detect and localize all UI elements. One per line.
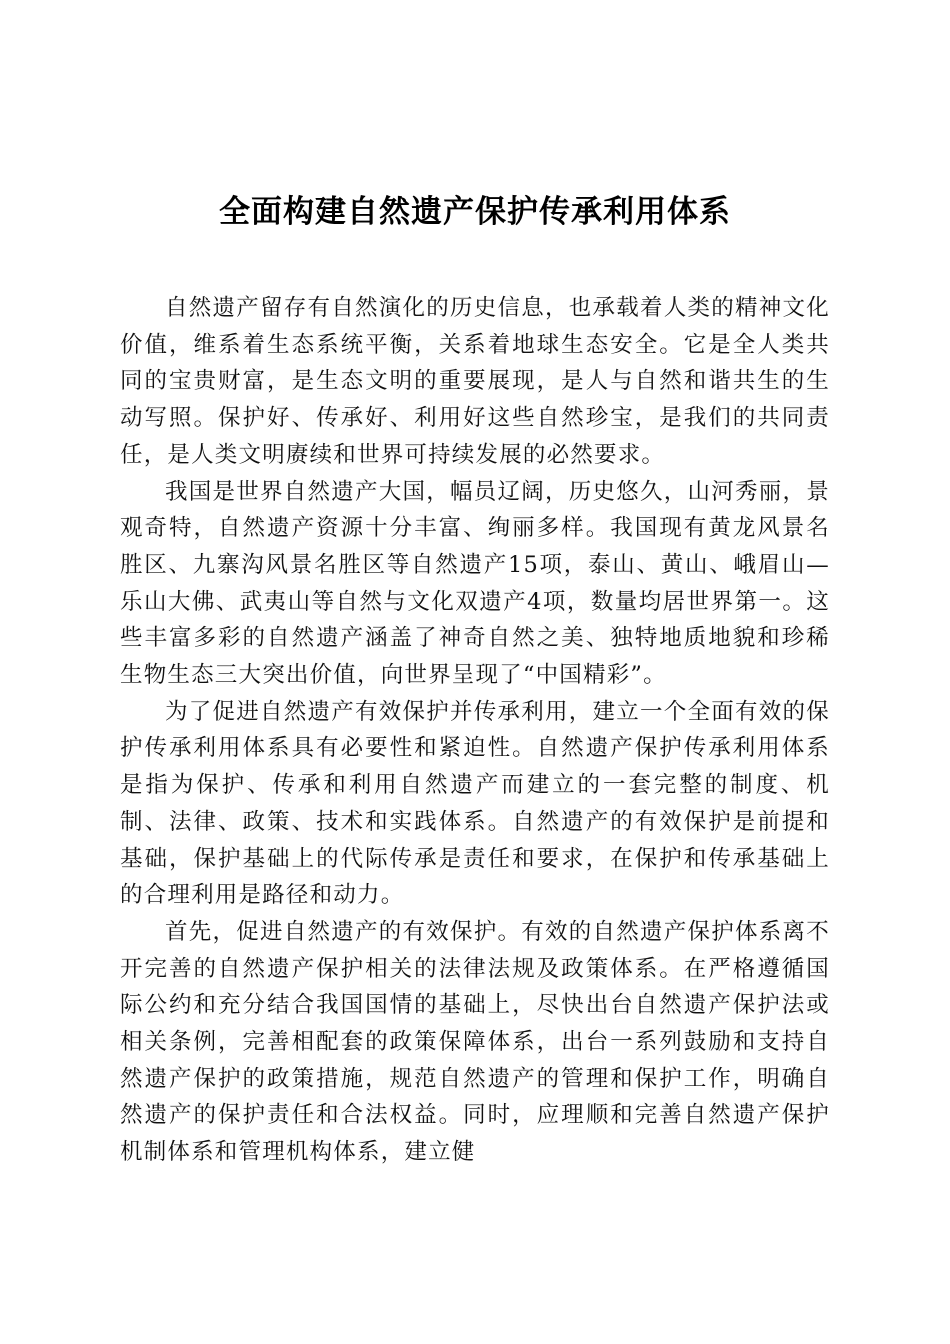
paragraph-china-heritage: 我国是世界自然遗产大国，幅员辽阔，历史悠久，山河秀丽，景观奇特，自然遗产资源十分丰富、绚丽多样。我国现有黄龙风景名胜区、九寨沟风景名胜区等自然遗产15项，泰山、黄山、峨眉山—乐山大佛、武夷山等自然与文化双遗产4项，数量均居世界第一。这些丰富多彩的自然遗产涵盖了神奇自然之美、独特地质地貌和珍稀生物生态三大突出价值，向世界呈现了“中国精彩”。 xyxy=(120,478,830,689)
paragraph-intro: 自然遗产留存有自然演化的历史信息，也承载着人类的精神文化价值，维系着生态系统平衡，关系着地球生态安全。它是全人类共同的宝贵财富，是生态文明的重要展现，是人与自然和谐共生的生动写照。保护好、传承好、利用好这些自然珍宝，是我们的共同责任，是人类文明赓续和世界可持续发展的必然要求。 xyxy=(120,295,830,468)
paragraph-system-definition: 为了促进自然遗产有效保护并传承利用，建立一个全面有效的保护传承利用体系具有必要性和紧迫性。自然遗产保护传承利用体系是指为保护、传承和利用自然遗产而建立的一套完整的制度、机制、法律、政策、技术和实践体系。自然遗产的有效保护是前提和基础，保护基础上的代际传承是责任和要求，在保护和传承基础上的合理利用是路径和动力。 xyxy=(120,698,830,909)
document-title: 全面构建自然遗产保护传承利用体系 xyxy=(219,194,731,230)
document-body xyxy=(120,290,830,1171)
paragraph-protection: 首先，促进自然遗产的有效保护。有效的自然遗产保护体系离不开完善的自然遗产保护相关的法律法规及政策体系。在严格遵循国际公约和充分结合我国国情的基础上，尽快出台自然遗产保护法或相关条例，完善相配套的政策保障体系，出台一系列鼓励和支持自然遗产保护的政策措施，规范自然遗产的管理和保护工作，明确自然遗产的保护责任和合法权益。同时，应理顺和完善自然遗产保护机制体系和管理机构体系，建立健 xyxy=(120,918,830,1166)
